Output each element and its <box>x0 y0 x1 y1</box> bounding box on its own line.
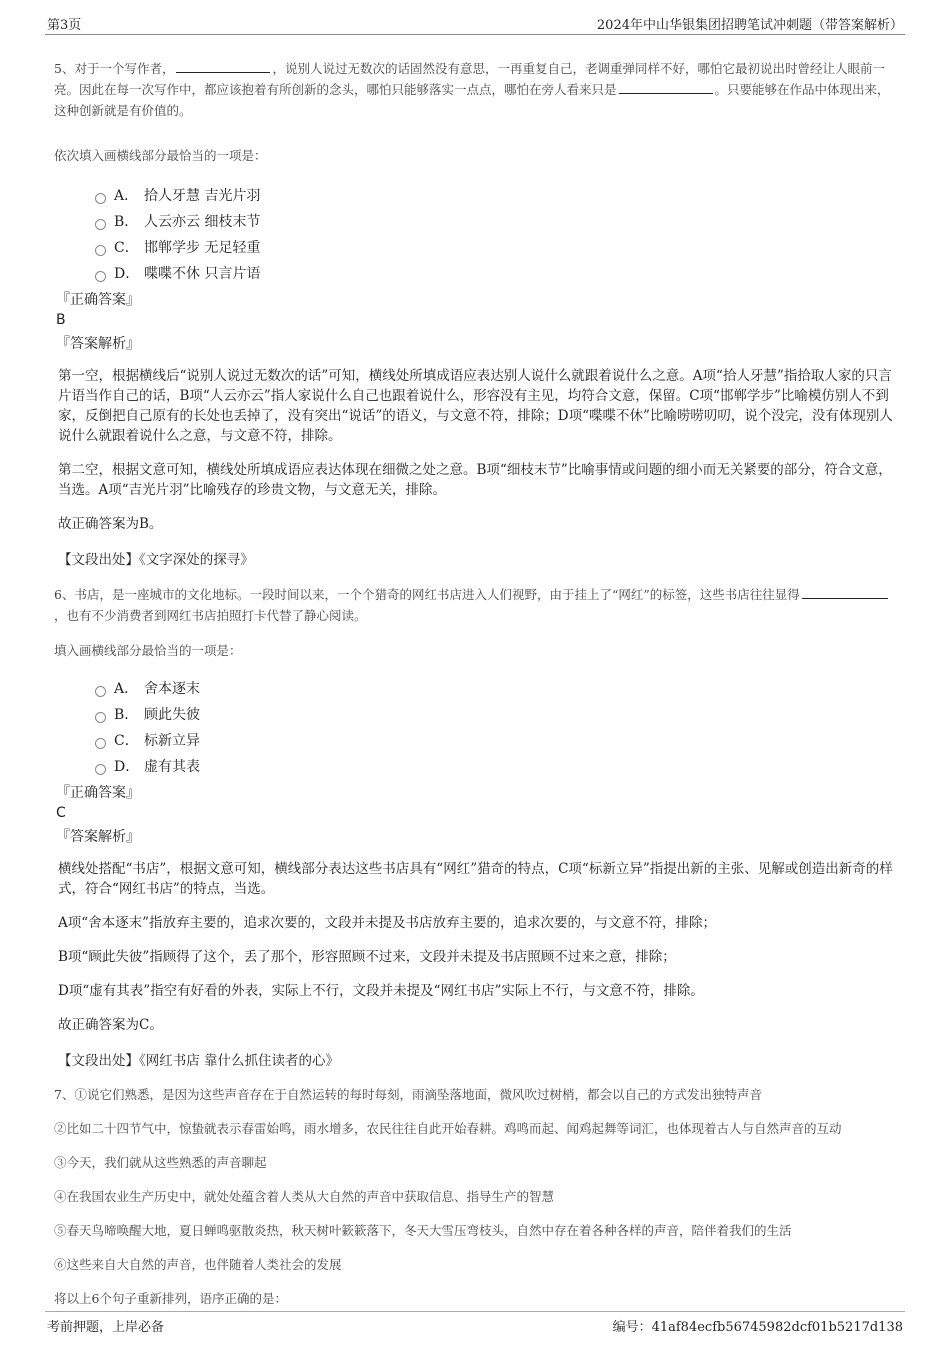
q6-answer-label: 『正确答案』 <box>56 785 140 801</box>
q6-analysis-p5: 故正确答案为C。 <box>58 1017 163 1033</box>
q7-sentence-4: ④在我国农业生产历史中，就处处蕴含着人类从大自然的声音中获取信息、指导生产的智慧 <box>54 1189 555 1204</box>
q7-sentence-6: ⑥这些来自大自然的声音，也伴随着人类社会的发展 <box>54 1257 342 1272</box>
q6-source: 【文段出处】《网红书店 靠什么抓住读者的心》 <box>58 1053 340 1069</box>
q5-analysis-p2: 第二空，根据文意可知，横线处所填成语应表达体现在细微之处之意。B项“细枝末节”比喻事情或问题的细小而无关紧要的部分，符合文意，当选。A项“吉光片羽”比喻残存的珍贵文物，与文意无关，排除。 <box>58 462 892 498</box>
q6-option-c[interactable]: C． 标新立异 <box>95 727 900 753</box>
q6-analysis-p1: 横线处搭配“书店”，根据文意可知，横线部分表达这些书店具有“网红”猎奇的特点，C项“标新立异”指提出新的主张、见解或创造出新奇的样式，符合“网红书店”的特点，当选。 <box>58 861 893 897</box>
radio-icon[interactable] <box>95 686 106 697</box>
q6-option-b[interactable]: B． 顾此失彼 <box>95 701 900 727</box>
q6-analysis-label: 『答案解析』 <box>56 829 140 845</box>
q5-blank-1 <box>176 60 270 73</box>
radio-icon[interactable] <box>95 219 106 230</box>
q6-options <box>95 675 900 779</box>
footer-slogan: 考前押题，上岸必备 <box>47 1320 165 1335</box>
radio-icon[interactable] <box>95 245 106 256</box>
q5-answer: B <box>56 312 66 328</box>
q6-option-d[interactable]: D． 虚有其表 <box>95 753 900 779</box>
page-number: 第3页 <box>47 18 82 33</box>
q5-options <box>95 182 900 286</box>
q5-option-a[interactable]: A． 拾人牙慧 吉光片羽 <box>95 182 900 208</box>
document-code: 编号：41af84ecfb56745982dcf01b5217d138 <box>612 1320 903 1335</box>
q5-stem: 5、对于一个写作者， ，说别人说过无数次的话固然没有意思，一再重复自己，老调重弹同样不好，哪怕它最初说出时曾经让人眼前一亮。因此在每一次写作中，都应该抱着有所创新的念头，哪怕只能够落实一点点，哪怕在旁人看来只是 。只要能够在作品中体现出来，这种创新就是有价值的。 <box>54 61 890 118</box>
q5-option-b[interactable]: B． 人云亦云 细枝末节 <box>95 208 900 234</box>
q5-analysis-p3: 故正确答案为B。 <box>58 516 163 532</box>
q7-sentence-2: ②比如二十四节气中，惊蛰就表示春雷始鸣，雨水增多，农民往往自此开始春耕。鸡鸣而起、闻鸡起舞等词汇，也体现着古人与自然声音的互动 <box>54 1121 842 1136</box>
q5-option-c[interactable]: C． 邯郸学步 无足轻重 <box>95 234 900 260</box>
q6-prompt: 填入画横线部分最恰当的一项是： <box>54 643 242 658</box>
q7-sentence-5: ⑤春天鸟啼唤醒大地，夏日蝉鸣驱散炎热，秋天树叶簌簌落下，冬天大雪压弯枝头，自然中存在着各种各样的声音，陪伴着我们的生活 <box>54 1223 792 1238</box>
q6-analysis-p4: D项“虚有其表”指空有好看的外表，实际上不行，文段并未提及“网红书店”实际上不行，与文意不符，排除。 <box>58 983 704 999</box>
q5-analysis-label: 『答案解析』 <box>56 336 140 352</box>
document-title: 2024年中山华银集团招聘笔试冲刺题（带答案解析） <box>596 18 903 33</box>
q5-analysis-p1: 第一空，根据横线后“说别人说过无数次的话”可知，横线处所填成语应表达别人说什么就跟着说什么之意。A项“拾人牙慧”指拾取人家的只言片语当作自己的话，B项“人云亦云”指人家说什么自己也跟着说什么，形容没有主见，均符合文意，保留。C项“邯郸学步”比喻模仿别人不到家，反倒把自己原有的长处也丢掉了，没有突出“说话”的语义，与文意不符，排除；D项“喋喋不休”比喻唠唠叨叨，说个没完，没有体现别人说什么就跟着说什么之意，与文意不符，排除。 <box>58 368 893 444</box>
q5-answer-label: 『正确答案』 <box>56 292 140 308</box>
q7-prompt: 将以上6个句子重新排列，语序正确的是： <box>54 1291 287 1306</box>
q5-prompt: 依次填入画横线部分最恰当的一项是： <box>54 148 267 163</box>
page-header <box>45 10 905 35</box>
q6-blank <box>802 586 888 599</box>
document-body <box>54 56 900 1323</box>
q6-stem: 6、书店，是一座城市的文化地标。一段时间以来，一个个猎奇的网红书店进入人们视野，由于挂上了“网红”的标签，这些书店往往显得，也有不少消费者到网红书店拍照打卡代替了静心阅读。 <box>54 584 900 626</box>
radio-icon[interactable] <box>95 738 106 749</box>
q6-analysis-p3: B项“顾此失彼”指顾得了这个，丢了那个，形容照顾不过来，文段并未提及书店照顾不过来之意，排除； <box>58 949 676 965</box>
q6-answer: C <box>56 805 66 821</box>
radio-icon[interactable] <box>95 271 106 282</box>
page-footer <box>45 1311 905 1336</box>
q5-blank-2 <box>619 81 713 94</box>
q5-option-d[interactable]: D． 喋喋不休 只言片语 <box>95 260 900 286</box>
q7-block <box>54 1085 900 1309</box>
q7-sentence-3: ③今天，我们就从这些熟悉的声音聊起 <box>54 1155 267 1170</box>
q7-sentence-1: 7、①说它们熟悉，是因为这些声音存在于自然运转的每时每刻，雨滴坠落地面，微风吹过树梢，都会以自己的方式发出独特声音 <box>54 1087 762 1102</box>
q6-analysis-p2: A项“舍本逐末”指放弃主要的，追求次要的，文段并未提及书店放弃主要的，追求次要的，与文意不符，排除； <box>58 915 717 931</box>
radio-icon[interactable] <box>95 712 106 723</box>
q5-source: 【文段出处】《文字深处的探寻》 <box>58 552 254 568</box>
q6-option-a[interactable]: A． 舍本逐末 <box>95 675 900 701</box>
radio-icon[interactable] <box>95 764 106 775</box>
radio-icon[interactable] <box>95 193 106 204</box>
